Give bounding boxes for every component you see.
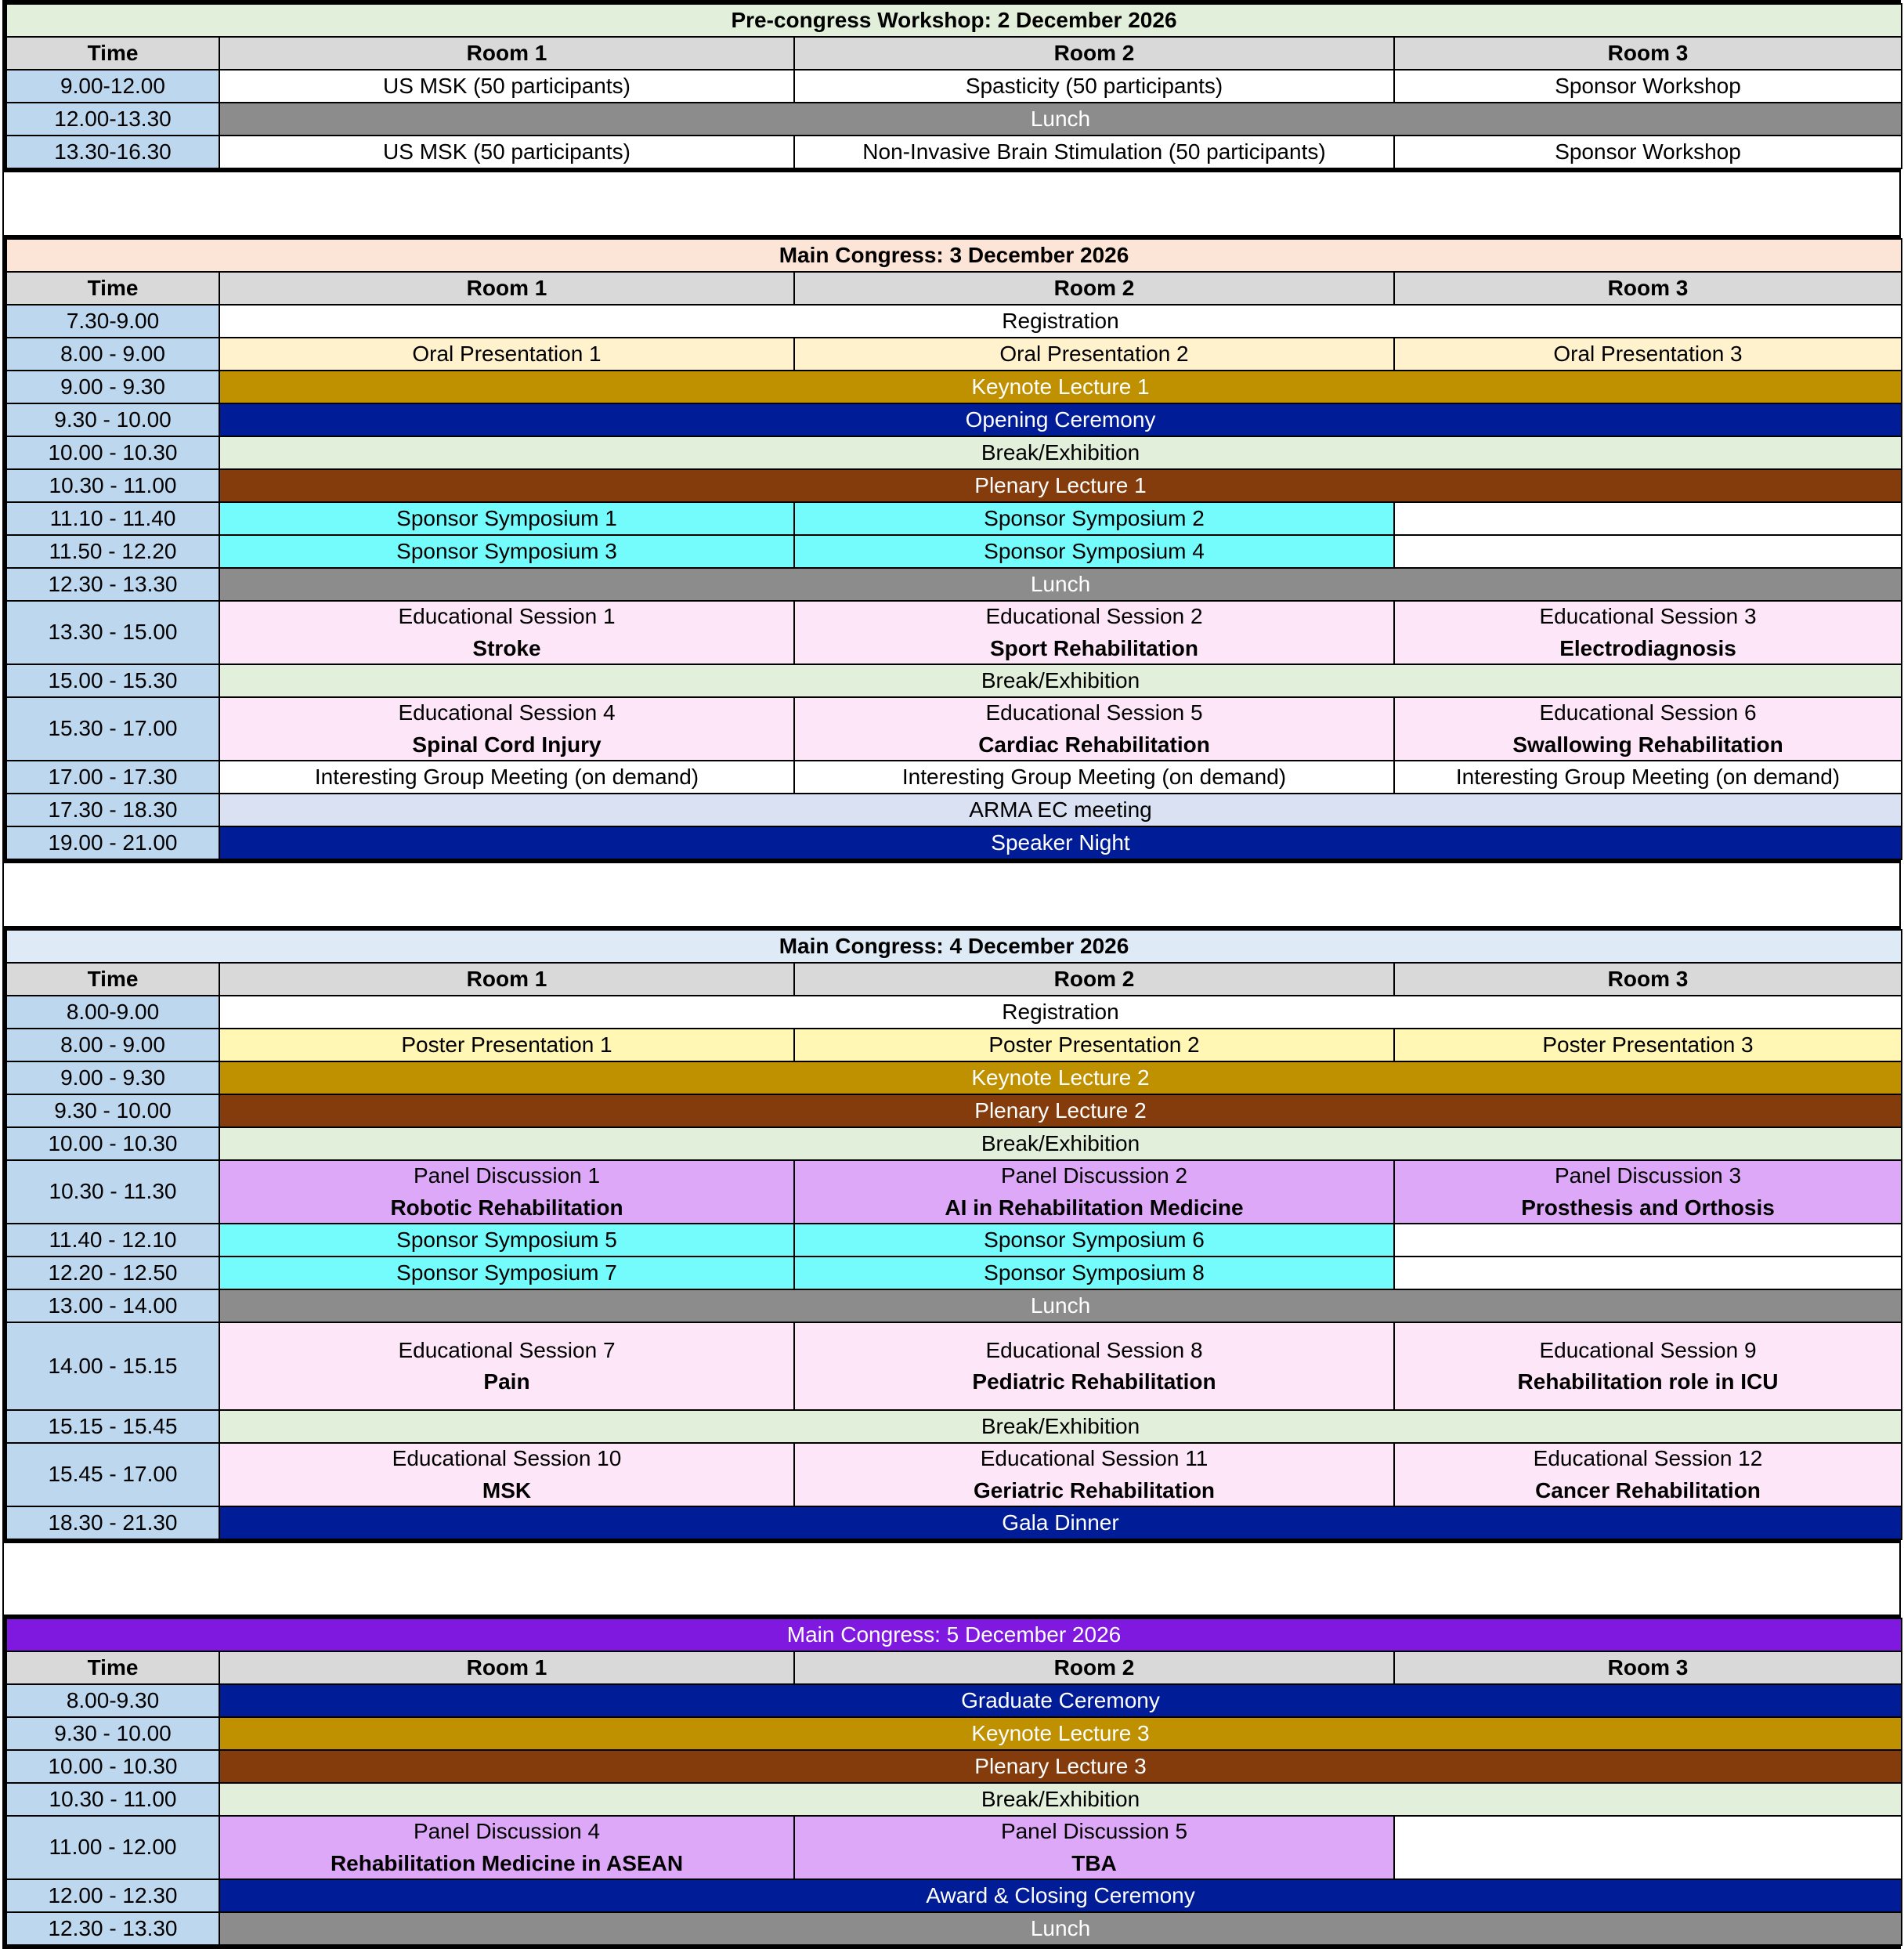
time-slot: 10.30 - 11.30 — [6, 1160, 219, 1224]
session-cell — [1394, 338, 1902, 371]
session-title: Spasticity (50 participants) — [965, 73, 1223, 98]
time-slot: 9.00 - 9.30 — [6, 1061, 219, 1094]
day-spacer — [2, 863, 1901, 926]
session-row — [6, 761, 1902, 794]
session-cell — [1394, 1443, 1902, 1506]
session-cell — [794, 761, 1394, 794]
time-slot: 15.00 - 15.30 — [6, 664, 219, 697]
session-title: Interesting Group Meeting (on demand) — [314, 764, 699, 789]
session-row — [6, 535, 1902, 568]
session-title: Registration — [1002, 308, 1119, 333]
session-cell — [794, 1160, 1394, 1224]
time-slot: 13.30-16.30 — [6, 136, 219, 168]
session-topic: TBA — [1071, 1850, 1117, 1875]
session-cell — [219, 1717, 1902, 1750]
time-slot: 10.00 - 10.30 — [6, 436, 219, 469]
empty-cell — [1394, 535, 1902, 568]
session-cell — [1394, 70, 1902, 103]
session-row — [6, 1029, 1902, 1061]
session-title: Educational Session 4 — [398, 700, 616, 725]
session-row — [6, 794, 1902, 826]
session-row — [6, 1094, 1902, 1127]
time-slot: 13.00 - 14.00 — [6, 1289, 219, 1322]
session-title: Poster Presentation 1 — [401, 1032, 612, 1057]
session-row — [6, 1127, 1902, 1160]
session-cell — [794, 697, 1394, 761]
session-row — [6, 1289, 1902, 1322]
day-title-row — [6, 4, 1902, 37]
session-cell — [219, 568, 1902, 601]
day-title: Main Congress: 3 December 2026 — [6, 239, 1902, 272]
day-title-row — [6, 1618, 1902, 1651]
session-topic: Pediatric Rehabilitation — [972, 1369, 1216, 1394]
room1-header: Room 1 — [219, 963, 794, 996]
day-title: Pre-congress Workshop: 2 December 2026 — [6, 4, 1902, 37]
session-row — [6, 1750, 1902, 1783]
session-title: Break/Exhibition — [981, 1413, 1140, 1438]
session-cell — [219, 1816, 794, 1879]
session-title: Educational Session 11 — [980, 1446, 1209, 1471]
day-title: Main Congress: 5 December 2026 — [6, 1618, 1902, 1651]
column-header-row — [6, 272, 1902, 305]
session-title: Opening Ceremony — [965, 407, 1156, 432]
session-title: Interesting Group Meeting (on demand) — [1455, 764, 1841, 789]
schedule-table — [5, 238, 1902, 860]
congress-schedule — [2, 0, 1901, 1949]
session-cell — [219, 1322, 794, 1410]
schedule-table — [5, 1618, 1902, 1946]
room3-header: Room 3 — [1394, 272, 1902, 305]
session-cell — [219, 502, 794, 535]
session-cell — [219, 436, 1902, 469]
session-cell — [794, 1322, 1394, 1410]
session-topic: Rehabilitation role in ICU — [1517, 1369, 1779, 1394]
session-row — [6, 469, 1902, 502]
session-cell — [219, 338, 794, 371]
session-title: Break/Exhibition — [981, 667, 1140, 692]
room1-header: Room 1 — [219, 1651, 794, 1684]
session-title: Educational Session 1 — [398, 604, 616, 629]
session-title: Educational Session 12 — [1533, 1446, 1763, 1471]
session-title: Educational Session 9 — [1539, 1337, 1757, 1362]
session-cell — [794, 601, 1394, 664]
empty-cell — [1394, 1224, 1902, 1257]
session-row — [6, 103, 1902, 136]
session-title: Keynote Lecture 3 — [971, 1720, 1150, 1745]
time-header: Time — [6, 963, 219, 996]
empty-cell — [1394, 502, 1902, 535]
session-cell — [794, 70, 1394, 103]
session-title: Educational Session 8 — [985, 1337, 1203, 1362]
session-cell — [794, 1443, 1394, 1506]
room2-header: Room 2 — [794, 1651, 1394, 1684]
session-title: Speaker Night — [991, 830, 1130, 855]
room2-header: Room 2 — [794, 272, 1394, 305]
session-row — [6, 1443, 1902, 1506]
time-slot: 9.00 - 9.30 — [6, 371, 219, 403]
session-title: Sponsor Workshop — [1555, 139, 1741, 164]
session-row — [6, 403, 1902, 436]
session-title: Panel Discussion 3 — [1554, 1163, 1742, 1188]
day-spacer — [2, 1543, 1901, 1615]
session-title: Panel Discussion 2 — [1000, 1163, 1188, 1188]
time-slot: 9.30 - 10.00 — [6, 1094, 219, 1127]
session-topic: Robotic Rehabilitation — [390, 1195, 623, 1220]
day-title: Main Congress: 4 December 2026 — [6, 930, 1902, 963]
room3-header: Room 3 — [1394, 1651, 1902, 1684]
session-topic: Prosthesis and Orthosis — [1521, 1195, 1775, 1220]
session-title: Sponsor Symposium 1 — [396, 505, 617, 530]
session-title: Lunch — [1030, 1293, 1091, 1318]
time-slot: 12.00 - 12.30 — [6, 1879, 219, 1912]
room3-header: Room 3 — [1394, 37, 1902, 70]
session-cell — [219, 1506, 1902, 1539]
session-row — [6, 371, 1902, 403]
session-cell — [794, 338, 1394, 371]
session-row — [6, 996, 1902, 1029]
session-title: Plenary Lecture 2 — [974, 1097, 1147, 1123]
time-slot: 11.10 - 11.40 — [6, 502, 219, 535]
day-schedule — [2, 1615, 1901, 1949]
room2-header: Room 2 — [794, 963, 1394, 996]
session-cell — [219, 1224, 794, 1257]
session-cell — [219, 305, 1902, 338]
session-row — [6, 826, 1902, 859]
session-cell — [794, 502, 1394, 535]
time-slot: 17.30 - 18.30 — [6, 794, 219, 826]
time-slot: 13.30 - 15.00 — [6, 601, 219, 664]
day-schedule — [2, 926, 1901, 1543]
session-cell — [219, 664, 1902, 697]
session-topic: Swallowing Rehabilitation — [1512, 732, 1783, 757]
session-title: Sponsor Symposium 3 — [396, 538, 617, 563]
session-title: Break/Exhibition — [981, 1130, 1140, 1155]
session-row — [6, 1257, 1902, 1289]
session-title: Sponsor Symposium 2 — [984, 505, 1205, 530]
session-cell — [219, 794, 1902, 826]
session-row — [6, 1684, 1902, 1717]
session-cell — [219, 1443, 794, 1506]
session-title: ARMA EC meeting — [969, 797, 1152, 822]
session-title: Graduate Ceremony — [961, 1687, 1160, 1712]
session-title: Panel Discussion 1 — [413, 1163, 601, 1188]
time-slot: 10.00 - 10.30 — [6, 1750, 219, 1783]
session-cell — [219, 1094, 1902, 1127]
session-title: Educational Session 2 — [985, 604, 1203, 629]
time-slot: 11.50 - 12.20 — [6, 535, 219, 568]
time-slot: 8.00 - 9.00 — [6, 338, 219, 371]
session-title: Poster Presentation 2 — [988, 1032, 1200, 1057]
session-title: Registration — [1002, 999, 1119, 1024]
session-row — [6, 1410, 1902, 1443]
session-cell — [219, 1750, 1902, 1783]
session-cell — [219, 469, 1902, 502]
session-cell — [1394, 1322, 1902, 1410]
session-cell — [794, 1257, 1394, 1289]
time-slot: 8.00-9.30 — [6, 1684, 219, 1717]
session-title: Poster Presentation 3 — [1542, 1032, 1754, 1057]
empty-cell — [1394, 1816, 1902, 1879]
session-cell — [219, 1410, 1902, 1443]
time-slot: 8.00-9.00 — [6, 996, 219, 1029]
session-title: Award & Closing Ceremony — [926, 1882, 1195, 1907]
session-topic: Spinal Cord Injury — [412, 732, 602, 757]
session-topic: MSK — [482, 1477, 532, 1502]
session-cell — [794, 1816, 1394, 1879]
session-row — [6, 1879, 1902, 1912]
session-title: Educational Session 5 — [985, 700, 1203, 725]
session-cell — [219, 1127, 1902, 1160]
session-title: Oral Presentation 2 — [999, 341, 1189, 366]
time-slot: 15.15 - 15.45 — [6, 1410, 219, 1443]
session-title: Sponsor Symposium 7 — [396, 1260, 617, 1285]
time-slot: 18.30 - 21.30 — [6, 1506, 219, 1539]
time-slot: 12.30 - 13.30 — [6, 1912, 219, 1945]
session-topic: Pain — [483, 1369, 530, 1394]
session-cell — [219, 403, 1902, 436]
session-cell — [219, 535, 794, 568]
session-cell — [219, 697, 794, 761]
session-cell — [219, 1289, 1902, 1322]
session-cell — [1394, 1029, 1902, 1061]
time-slot: 9.30 - 10.00 — [6, 403, 219, 436]
empty-cell — [1394, 1257, 1902, 1289]
time-slot: 10.30 - 11.00 — [6, 469, 219, 502]
session-title: Sponsor Workshop — [1555, 73, 1741, 98]
time-header: Time — [6, 272, 219, 305]
session-topic: Stroke — [472, 635, 541, 660]
schedule-table — [5, 929, 1902, 1540]
session-title: US MSK (50 participants) — [383, 139, 630, 164]
session-cell — [219, 826, 1902, 859]
day-title-row — [6, 239, 1902, 272]
time-slot: 11.00 - 12.00 — [6, 1816, 219, 1879]
session-title: Plenary Lecture 3 — [974, 1753, 1147, 1778]
session-title: Plenary Lecture 1 — [974, 472, 1147, 497]
session-cell — [219, 1257, 794, 1289]
room1-header: Room 1 — [219, 37, 794, 70]
session-title: Break/Exhibition — [981, 1786, 1140, 1811]
session-cell — [1394, 601, 1902, 664]
room2-header: Room 2 — [794, 37, 1394, 70]
session-row — [6, 601, 1902, 664]
session-title: Interesting Group Meeting (on demand) — [901, 764, 1287, 789]
session-title: US MSK (50 participants) — [383, 73, 630, 98]
day-schedule — [2, 235, 1901, 863]
session-cell — [1394, 1160, 1902, 1224]
session-title: Educational Session 3 — [1539, 604, 1757, 629]
session-cell — [219, 1912, 1902, 1945]
session-cell — [794, 535, 1394, 568]
time-slot: 8.00 - 9.00 — [6, 1029, 219, 1061]
time-slot: 11.40 - 12.10 — [6, 1224, 219, 1257]
time-slot: 9.30 - 10.00 — [6, 1717, 219, 1750]
session-title: Educational Session 6 — [1539, 700, 1757, 725]
session-title: Panel Discussion 4 — [413, 1819, 601, 1844]
day-schedule — [2, 0, 1901, 172]
session-topic: Electrodiagnosis — [1559, 635, 1736, 660]
time-slot: 7.30-9.00 — [6, 305, 219, 338]
session-title: Sponsor Symposium 8 — [984, 1260, 1205, 1285]
column-header-row — [6, 1651, 1902, 1684]
room1-header: Room 1 — [219, 272, 794, 305]
session-topic: Rehabilitation Medicine in ASEAN — [330, 1850, 684, 1875]
session-cell — [794, 136, 1394, 168]
room3-header: Room 3 — [1394, 963, 1902, 996]
session-title: Gala Dinner — [1002, 1510, 1119, 1535]
session-cell — [794, 1029, 1394, 1061]
time-slot: 12.00-13.30 — [6, 103, 219, 136]
day-spacer — [2, 172, 1901, 235]
session-row — [6, 136, 1902, 168]
session-cell — [219, 1160, 794, 1224]
day-title-row — [6, 930, 1902, 963]
session-row — [6, 1816, 1902, 1879]
session-title: Panel Discussion 5 — [1000, 1819, 1188, 1844]
session-topic: Sport Rehabilitation — [990, 635, 1198, 660]
time-slot: 12.30 - 13.30 — [6, 568, 219, 601]
session-title: Lunch — [1030, 571, 1091, 596]
session-row — [6, 1061, 1902, 1094]
session-cell — [219, 1684, 1902, 1717]
session-row — [6, 502, 1902, 535]
column-header-row — [6, 37, 1902, 70]
session-cell — [1394, 697, 1902, 761]
session-topic: Cancer Rehabilitation — [1535, 1477, 1761, 1502]
session-cell — [219, 136, 794, 168]
session-title: Sponsor Symposium 6 — [984, 1227, 1205, 1252]
session-row — [6, 568, 1902, 601]
time-slot: 9.00-12.00 — [6, 70, 219, 103]
session-cell — [794, 1224, 1394, 1257]
session-cell — [219, 1783, 1902, 1816]
session-cell — [1394, 761, 1902, 794]
time-header: Time — [6, 1651, 219, 1684]
session-title: Educational Session 10 — [392, 1446, 622, 1471]
session-row — [6, 70, 1902, 103]
session-title: Keynote Lecture 2 — [971, 1065, 1150, 1090]
session-title: Non-Invasive Brain Stimulation (50 participants) — [862, 139, 1326, 164]
session-title: Educational Session 7 — [398, 1337, 616, 1362]
time-slot: 19.00 - 21.00 — [6, 826, 219, 859]
time-slot: 15.45 - 17.00 — [6, 1443, 219, 1506]
time-header: Time — [6, 37, 219, 70]
session-row — [6, 697, 1902, 761]
session-topic: Cardiac Rehabilitation — [978, 732, 1210, 757]
session-cell — [219, 103, 1902, 136]
session-title: Sponsor Symposium 4 — [984, 538, 1205, 563]
session-row — [6, 1717, 1902, 1750]
session-topic: Geriatric Rehabilitation — [973, 1477, 1216, 1502]
time-slot: 10.30 - 11.00 — [6, 1783, 219, 1816]
session-row — [6, 1224, 1902, 1257]
session-title: Sponsor Symposium 5 — [396, 1227, 617, 1252]
time-slot: 10.00 - 10.30 — [6, 1127, 219, 1160]
session-row — [6, 1322, 1902, 1410]
time-slot: 12.20 - 12.50 — [6, 1257, 219, 1289]
session-cell — [219, 371, 1902, 403]
session-row — [6, 1160, 1902, 1224]
session-row — [6, 338, 1902, 371]
session-row — [6, 436, 1902, 469]
session-cell — [219, 1879, 1902, 1912]
session-topic: AI in Rehabilitation Medicine — [945, 1195, 1244, 1220]
session-title: Oral Presentation 1 — [412, 341, 602, 366]
time-slot: 15.30 - 17.00 — [6, 697, 219, 761]
session-cell — [219, 1061, 1902, 1094]
session-title: Break/Exhibition — [981, 439, 1140, 465]
session-cell — [219, 761, 794, 794]
session-cell — [219, 70, 794, 103]
session-row — [6, 1783, 1902, 1816]
schedule-table — [5, 3, 1902, 169]
session-title: Oral Presentation 3 — [1553, 341, 1743, 366]
session-row — [6, 664, 1902, 697]
time-slot: 14.00 - 15.15 — [6, 1322, 219, 1410]
session-title: Keynote Lecture 1 — [971, 374, 1150, 399]
session-cell — [219, 601, 794, 664]
session-row — [6, 1506, 1902, 1539]
session-title: Lunch — [1030, 1915, 1091, 1940]
session-cell — [219, 996, 1902, 1029]
session-row — [6, 1912, 1902, 1945]
session-cell — [1394, 136, 1902, 168]
session-title: Lunch — [1030, 106, 1091, 131]
time-slot: 17.00 - 17.30 — [6, 761, 219, 794]
session-cell — [219, 1029, 794, 1061]
column-header-row — [6, 963, 1902, 996]
session-row — [6, 305, 1902, 338]
